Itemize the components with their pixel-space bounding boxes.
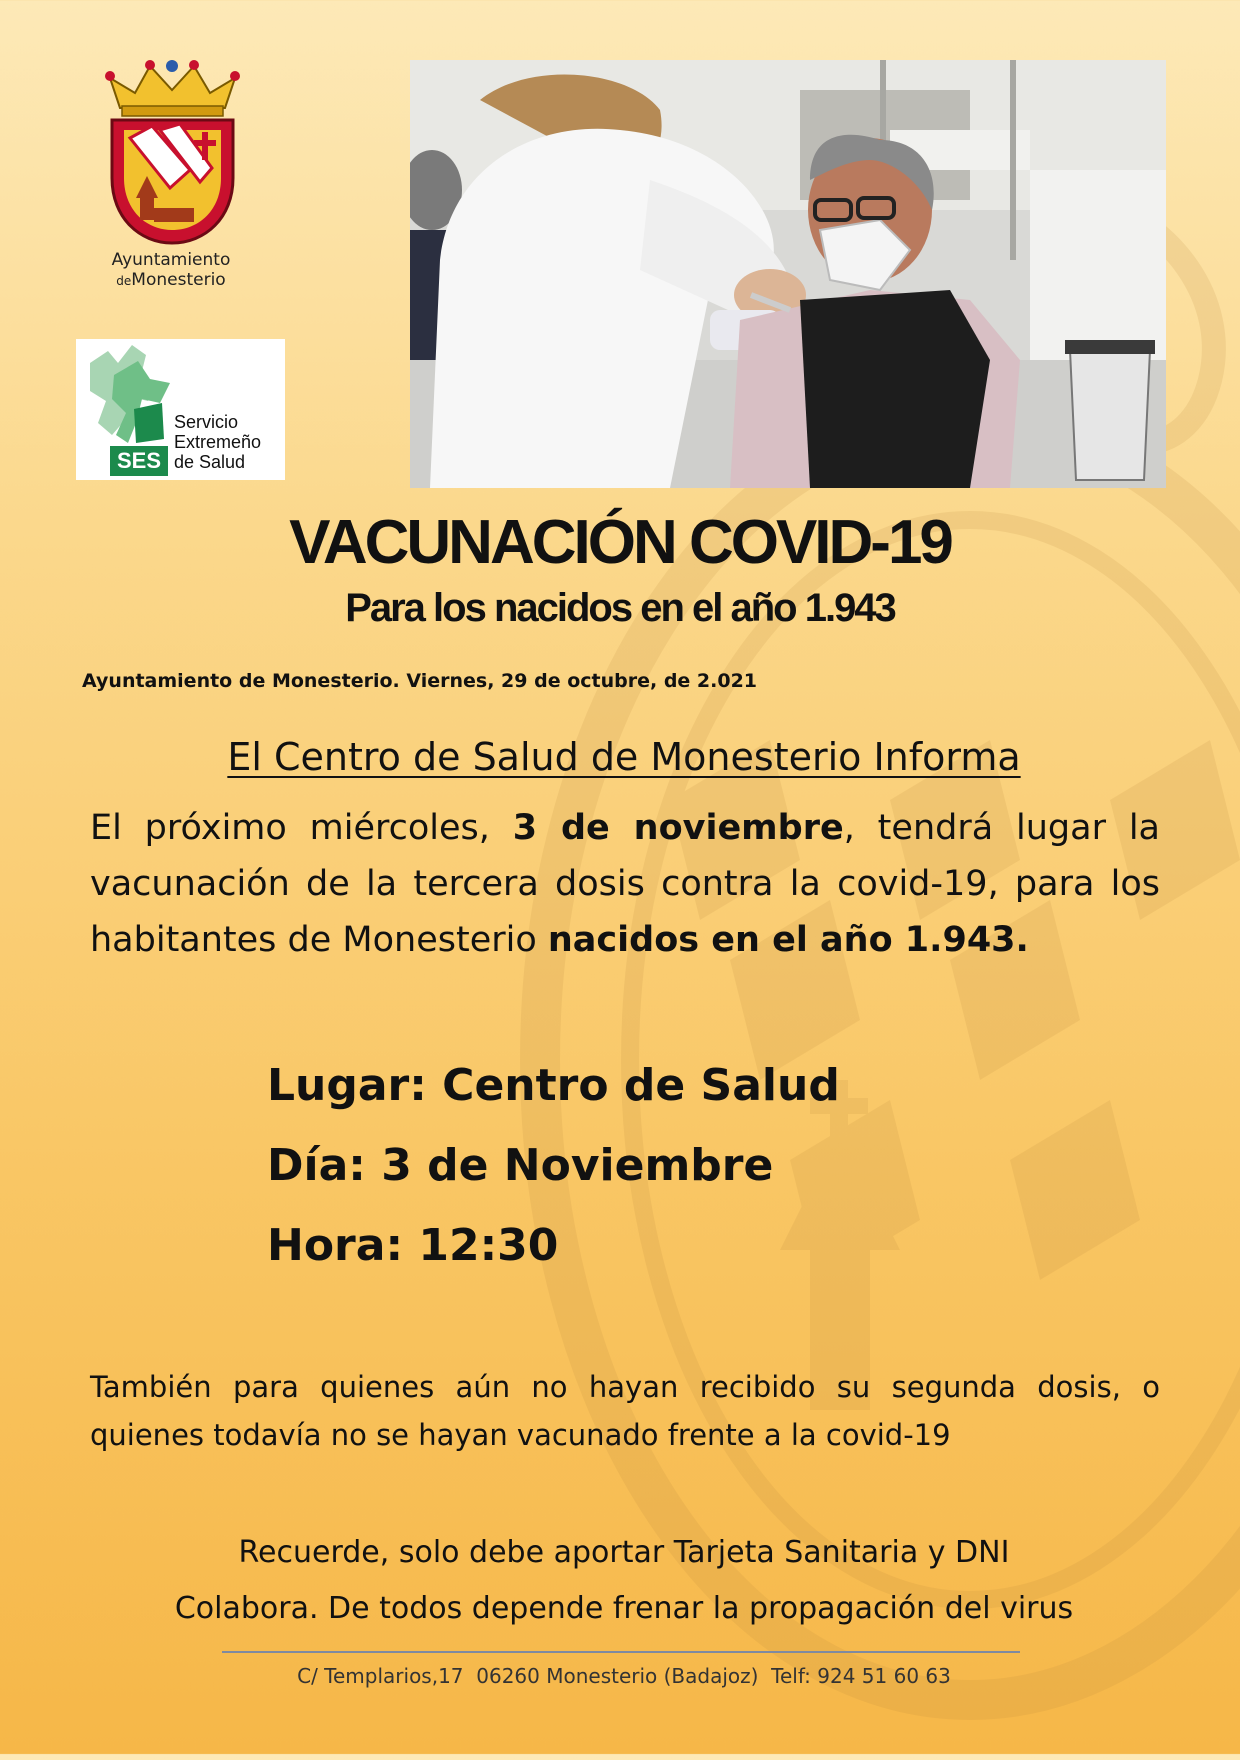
footer-address: C/ Templarios,17 06260 Monesterio (Badajoz) Telf: 924 51 60 63 bbox=[297, 1664, 951, 1688]
informa-heading bbox=[0, 735, 1240, 779]
reminder-line1: Recuerde, solo debe aportar Tarjeta Sanitaria y DNI bbox=[238, 1535, 1010, 1570]
ses-logo bbox=[76, 339, 285, 480]
detail-day: Día: 3 de Noviembre bbox=[267, 1140, 774, 1191]
ses-line1: Servicio bbox=[174, 412, 239, 432]
municipality-name-line1: Ayuntamiento bbox=[111, 250, 231, 270]
ses-logo-text bbox=[174, 412, 261, 472]
page-title: VACUNACIÓN COVID-19 bbox=[289, 508, 951, 577]
footer-divider bbox=[222, 1651, 1020, 1653]
dateline: Ayuntamiento de Monesterio. Viernes, 29 de octubre, de 2.021 bbox=[82, 670, 758, 692]
municipality-name bbox=[76, 250, 266, 291]
event-details bbox=[267, 1046, 840, 1286]
announcement-paragraph bbox=[90, 800, 1160, 968]
detail-place: Lugar: Centro de Salud bbox=[267, 1060, 840, 1111]
informa-heading-text: El Centro de Salud de Monesterio Informa bbox=[227, 735, 1021, 779]
vaccination-photo bbox=[410, 60, 1166, 488]
ses-badge: SES bbox=[110, 446, 168, 476]
reminder bbox=[0, 1525, 1240, 1637]
announcement-target: nacidos en el año 1.943. bbox=[547, 920, 1029, 960]
municipality-crest-icon bbox=[100, 58, 245, 248]
announcement-text-1: El próximo miércoles, bbox=[90, 808, 513, 848]
municipality-name-de: de bbox=[116, 274, 132, 288]
page-subtitle: Para los nacidos en el año 1.943 bbox=[345, 586, 895, 630]
also-note: También para quienes aún no hayan recibido su segunda dosis, o quienes todavía no se hayan vacunado frente a la covid-19 bbox=[90, 1370, 1160, 1452]
announcement-date: 3 de noviembre bbox=[512, 808, 844, 848]
announcement-text-2: , tendrá lugar la vacunación de la tercera dosis contra la covid-19, para los habitantes de Monesterio bbox=[90, 808, 1160, 960]
ses-line3: de Salud bbox=[174, 452, 246, 472]
municipality-name-line2: Monesterio bbox=[131, 270, 226, 290]
reminder-line2: Colabora. De todos depende frenar la propagación del virus bbox=[174, 1591, 1074, 1626]
detail-time: Hora: 12:30 bbox=[267, 1220, 559, 1271]
ses-line2: Extremeño bbox=[174, 432, 262, 452]
